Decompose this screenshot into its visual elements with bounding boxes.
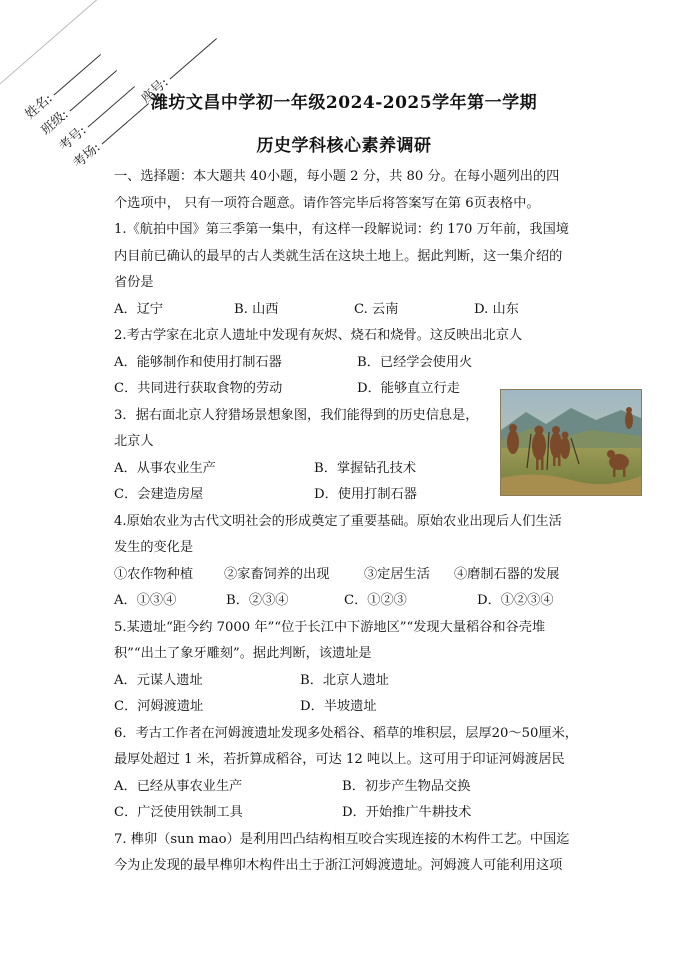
q1-option-d: D. 山东 — [474, 301, 519, 317]
page-title: 潍坊文昌中学初一年级2024-2025学年第一学期 — [150, 93, 538, 113]
q4-option-a: A．①③④ — [114, 593, 177, 608]
section-intro-line2: 个选项中， 只有一项符合题意。请作答完毕后将答案写在第 6页表格中。 — [114, 195, 540, 211]
q6-stem-line1: 6．考古工作者在河姆渡遗址发现多处稻谷、稻草的堆积层，层厚20～50厘米， — [114, 725, 578, 741]
q4-item-3: ③定居生活 — [364, 566, 430, 582]
q6-option-b: B．初步产生物品交换 — [342, 778, 471, 794]
q5-option-a: A．元谋人遗址 — [114, 672, 203, 688]
page-subtitle: 历史学科核心素养调研 — [256, 136, 432, 156]
q2-option-b: B．已经学会使用火 — [357, 354, 473, 370]
q6-option-c: C．广泛使用铁制工具 — [114, 805, 243, 820]
q2-option-a: A．能够制作和使用打制石器 — [114, 354, 282, 370]
exam-content — [114, 164, 594, 880]
q4-item-2: ②家畜饲养的出现 — [224, 566, 330, 582]
q3-option-b: B．掌握钻孔技术 — [314, 460, 417, 476]
peking-man-hunting-illustration — [500, 389, 642, 496]
q3-option-d: D．使用打制石器 — [314, 487, 417, 502]
q3-option-a: A．从事农业生产 — [114, 460, 216, 476]
q2-option-d: D．能够直立行走 — [357, 381, 460, 396]
q7-stem-line2: 今为止发现的最早榫卯木构件出土于浙江河姆渡遗址。河姆渡人可能利用这项 — [114, 858, 563, 873]
q6-stem-line2: 最厚处超过 1 米，若折算成稻谷，可达 12 吨以上。这可用于印证河姆渡居民 — [114, 752, 565, 767]
section-intro-line1: 一、选择题：本大题共 40小题，每小题 2 分，共 80 分。在每小题列出的四 — [114, 169, 560, 184]
q2-option-c: C．共同进行获取食物的劳动 — [114, 381, 283, 396]
q4-option-c: C．①②③ — [344, 593, 407, 608]
q4-option-d: D．①②③④ — [477, 593, 554, 608]
q1-option-a: A．辽宁 — [114, 301, 164, 317]
q4-option-b: B．②③④ — [226, 593, 289, 608]
exam-no-label: 考号: — [56, 123, 90, 155]
name-label: 姓名: — [22, 91, 56, 123]
q5-stem-line2: 积”“出土了象牙雕刻”。据此判断，该遗址是 — [114, 646, 372, 661]
room-label: 考场: — [70, 140, 104, 172]
q1-option-c: C. 云南 — [354, 301, 399, 317]
q1-stem-line3: 省份是 — [114, 275, 154, 290]
q5-options-row1 — [114, 668, 594, 695]
q4-items — [114, 562, 594, 589]
q4-options — [114, 588, 594, 615]
q1-options — [114, 297, 594, 324]
q2-options-row1 — [114, 350, 594, 377]
seat-label: 座号: — [138, 75, 172, 107]
q6-option-a: A．已经从事农业生产 — [114, 778, 243, 794]
q5-options-row2 — [114, 694, 594, 721]
q3-stem-line2: 北京人 — [114, 434, 154, 449]
q1-stem-line2: 内目前已确认的最早的古人类就生活在这块土地上。据此判断，这一集介绍的 — [114, 248, 563, 264]
q3-stem-line1: 3．据右面北京人狩猎场景想象图，我们能得到的历史信息是， — [114, 407, 479, 423]
q5-option-b: B．北京人遗址 — [300, 672, 389, 688]
q3-option-c: C．会建造房屋 — [114, 487, 204, 502]
q6-options-row1 — [114, 774, 594, 801]
class-label: 班级: — [38, 107, 72, 139]
q4-stem-line2: 发生的变化是 — [114, 540, 194, 555]
q1-stem-line1: 1.《航拍中国》第三季第一集中，有这样一段解说词：约 170 万年前，我国境 — [114, 222, 569, 237]
q6-options-row2 — [114, 800, 594, 827]
q2-stem-line1: 2.考古学家在北京人遗址中发现有灰烬、烧石和烧骨。这反映出北京人 — [114, 328, 523, 343]
q5-option-c: C．河姆渡遗址 — [114, 699, 204, 714]
q6-option-d: D．开始推广牛耕技术 — [342, 805, 472, 820]
q1-option-b: B. 山西 — [234, 301, 279, 317]
q5-stem-line1: 5.某遗址“距今约 7000 年”“位于长江中下游地区”“发现大量稻谷和谷壳堆 — [114, 619, 546, 635]
q5-option-d: D．半坡遗址 — [300, 699, 377, 714]
q4-item-1: ①农作物种植 — [114, 566, 194, 582]
q7-stem-line1: 7. 榫卯（sun mao）是利用凹凸结构相互咬合实现连接的木构件工艺。中国迄 — [114, 831, 570, 847]
q4-stem-line1: 4.原始农业为古代文明社会的形成奠定了重要基础。原始农业出现后人们生活 — [114, 513, 562, 529]
q4-item-4: ④磨制石器的发展 — [454, 566, 560, 582]
